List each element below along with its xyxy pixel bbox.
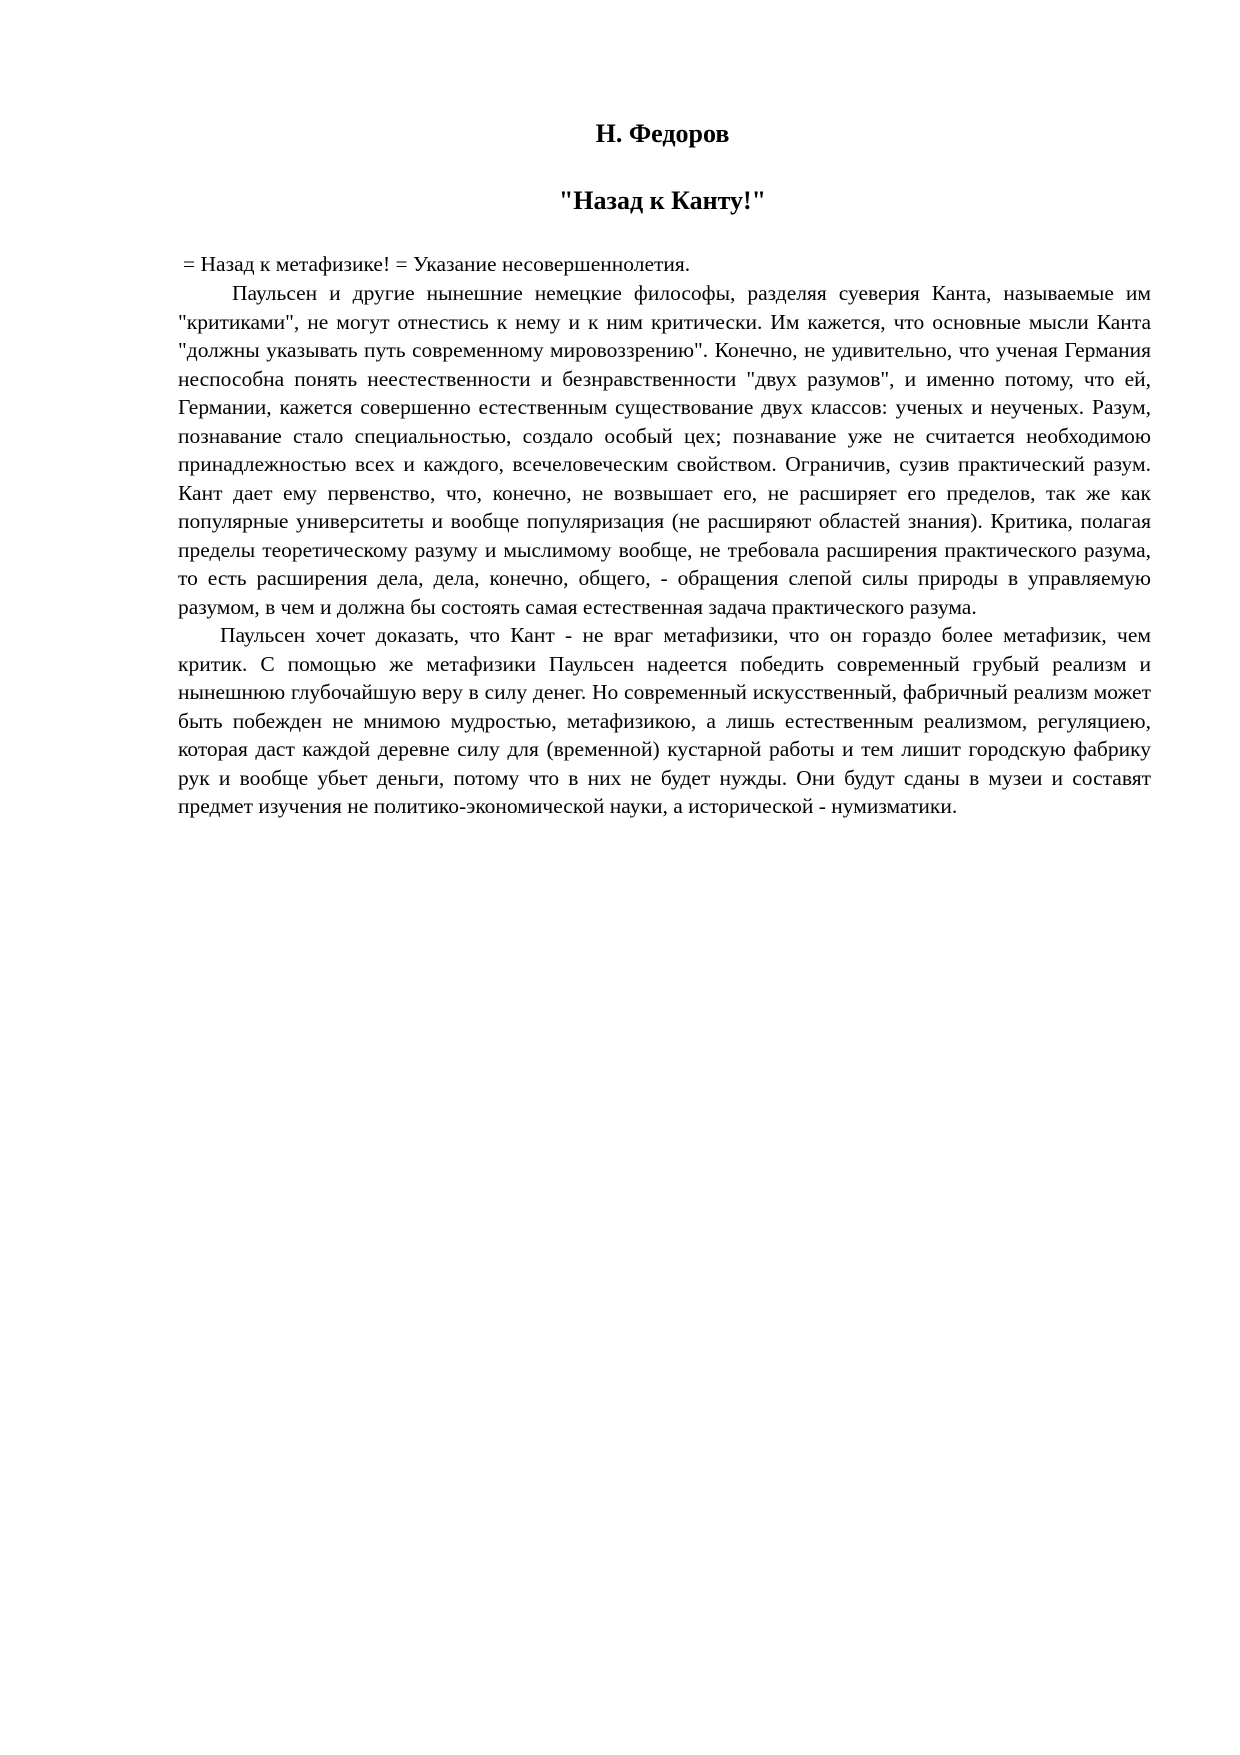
body-text [178,279,1151,821]
paragraph-1: Паульсен и другие нынешние немецкие философы, разделяя суеверия Канта, называемые им "критиками", не могут отнестись к нему и к ним критически. Им кажется, что основные мысли Канта "должны указывать путь современному мировоззрению". Конечно, не удивительно, что ученая Германия неспособна понять неестественности и безнравственности "двух разумов", и именно потому, что ей, Германии, кажется совершенно естественным существование двух классов: ученых и неученых. Разум, познавание стало специальностью, создало особый цех; познавание уже не считается необходимою принадлежностью всех и каждого, всечеловеческим свойством. Ограничив, сузив практический разум. Кант дает ему первенство, что, конечно, не возвышает его, не расширяет его пределов, так же как популярные университеты и вообще популяризация (не расширяют областей знания). Критика, полагая пределы теоретическому разуму и мыслимому вообще, не требовала расширения практического разума, то есть расширения дела, дела, конечно, общего, - обращения слепой силы природы в управляемую разумом, в чем и должна бы состоять самая естественная задача практического разума. [178,281,1151,619]
paragraph-2: Паульсен хочет доказать, что Кант - не враг метафизики, что он гораздо более метафизик, чем критик. С помощью же метафизики Паульсен надеется победить современный грубый реализм и нынешнюю глубочайшую веру в силу денег. Но современный искусственный, фабричный реализм может быть побежден не мнимою мудростью, метафизикою, а лишь естественным реализмом, регуляциею, которая даст каждой деревне силу для (временной) кустарной работы и тем лишит городскую фабрику рук и вообще убьет деньги, потому что в них не будет нужды. Они будут сданы в музеи и составят предмет изучения не политико-экономической науки, а исторической - нумизматики. [178,623,1151,818]
author-name: Н. Федоров [595,119,730,148]
document-title: "Назад к Канту!" [558,186,767,215]
epigraph: = Назад к метафизике! = Указание несовершеннолетия. [183,252,691,276]
